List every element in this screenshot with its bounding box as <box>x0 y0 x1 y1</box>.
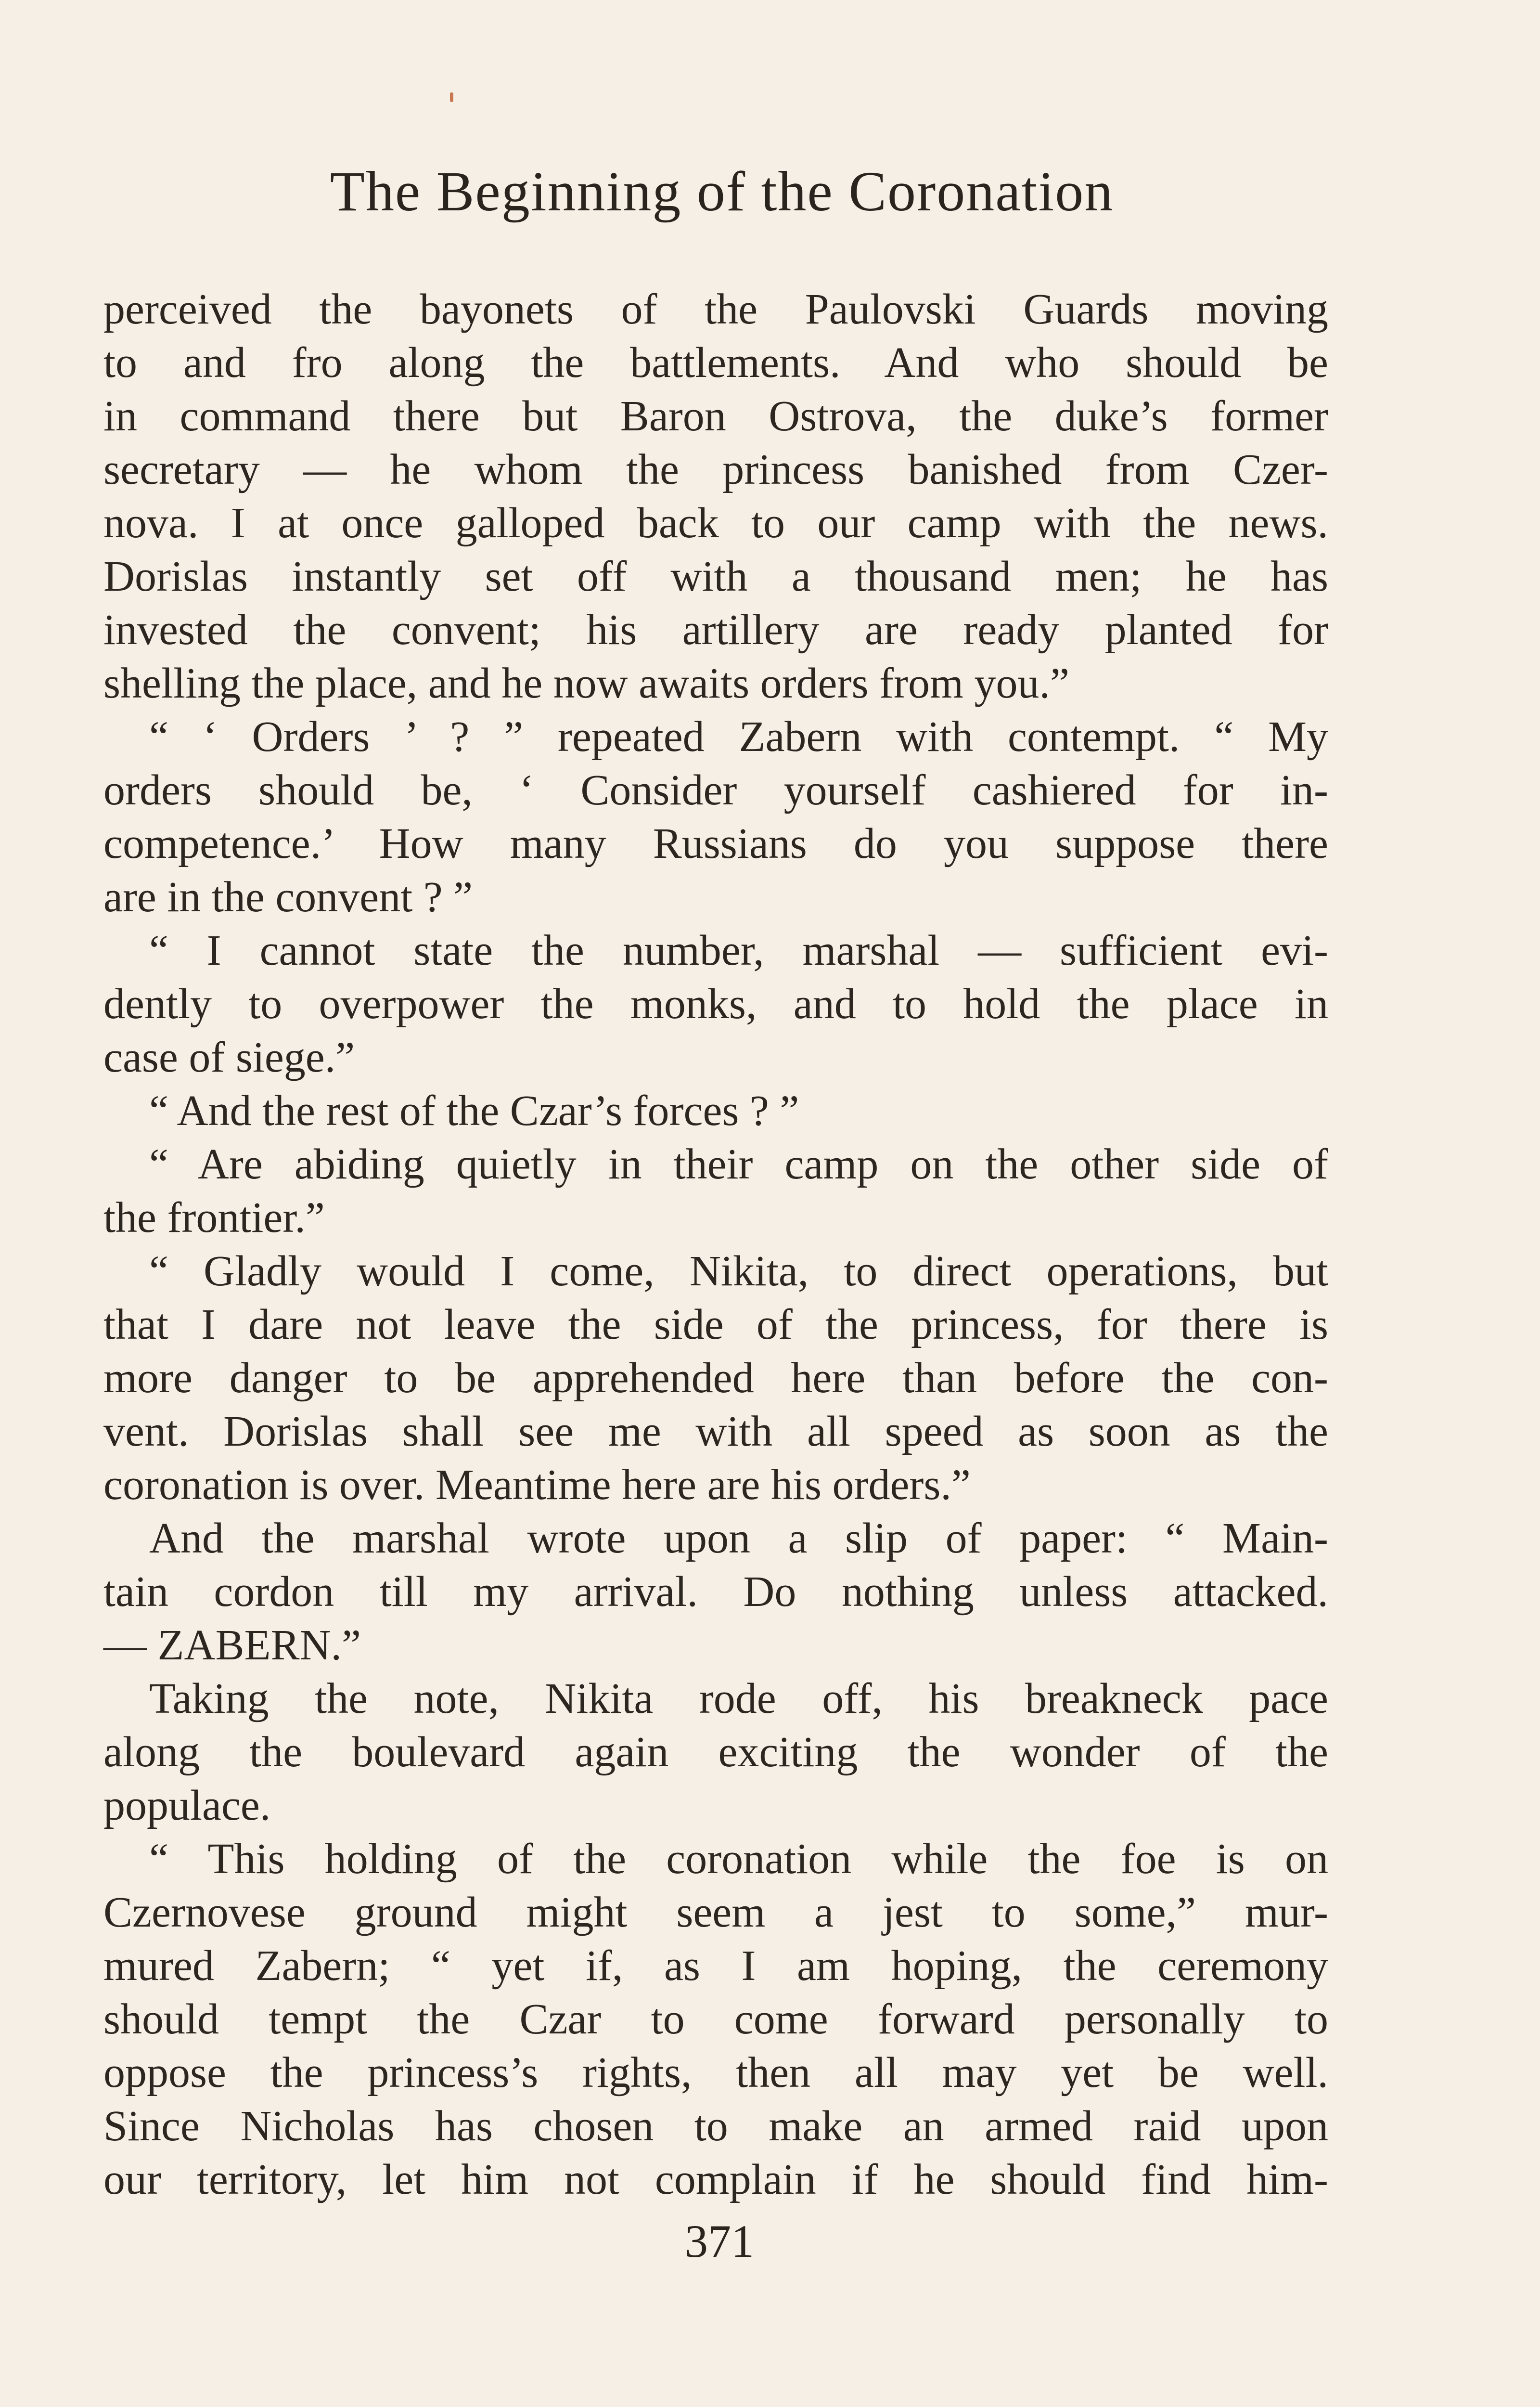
text-line: more danger to be apprehended here than before the con- <box>103 1354 1328 1402</box>
text-line: “ And the rest of the Czar’s forces ? ” <box>149 1087 799 1135</box>
text-line: perceived the bayonets of the Paulovski Guards moving <box>103 285 1328 333</box>
running-head: The Beginning of the Coronation <box>330 160 1114 223</box>
text-line: our territory, let him not complain if he should find him- <box>103 2156 1328 2203</box>
text-line: nova. I at once galloped back to our camp with the news. <box>103 499 1328 547</box>
text-line: coronation is over. Meantime here are his orders.” <box>103 1461 971 1509</box>
text-line: “ Gladly would I come, Nikita, to direct operations, but <box>149 1247 1328 1295</box>
text-line: to and fro along the battlements. And who should be <box>103 339 1328 387</box>
ink-speck <box>450 92 453 102</box>
text-line: mured Zabern; “ yet if, as I am hoping, the ceremony <box>103 1942 1328 1990</box>
text-line: Since Nicholas has chosen to make an armed raid upon <box>103 2102 1328 2150</box>
text-line: dently to overpower the monks, and to hold the place in <box>103 980 1328 1028</box>
text-line: Dorislas instantly set off with a thousand men; he has <box>103 553 1328 600</box>
text-line: case of siege.” <box>103 1034 355 1081</box>
text-line: invested the convent; his artillery are ready planted for <box>103 606 1328 654</box>
text-line: “ I cannot state the number, marshal — sufficient evi- <box>149 927 1328 974</box>
text-line: shelling the place, and he now awaits orders from you.” <box>103 660 1069 707</box>
text-line: populace. <box>103 1782 271 1829</box>
text-line: are in the convent ? ” <box>103 873 473 921</box>
text-line: oppose the princess’s rights, then all may yet be well. <box>103 2049 1328 2096</box>
text-line: should tempt the Czar to come forward personally to <box>103 1995 1328 2043</box>
text-line: “ Are abiding quietly in their camp on the other side of <box>149 1140 1328 1188</box>
text-line: along the boulevard again exciting the wonder of the <box>103 1728 1328 1776</box>
text-line: orders should be, ‘ Consider yourself cashiered for in- <box>103 766 1328 814</box>
text-line: secretary — he whom the princess banished from Czer- <box>103 446 1328 493</box>
text-line: the frontier.” <box>103 1194 325 1242</box>
text-line: Taking the note, Nikita rode off, his breakneck pace <box>149 1675 1328 1722</box>
text-line: Czernovese ground might seem a jest to some,” mur- <box>103 1889 1328 1936</box>
text-line: And the marshal wrote upon a slip of paper: “ Main- <box>149 1514 1328 1562</box>
text-line: vent. Dorislas shall see me with all speed as soon as the <box>103 1408 1328 1455</box>
text-line: in command there but Baron Ostrova, the duke’s former <box>103 392 1328 440</box>
text-line: “ ‘ Orders ’ ? ” repeated Zabern with contempt. “ My <box>149 713 1328 761</box>
text-line: “ This holding of the coronation while the foe is on <box>149 1835 1328 1883</box>
text-line: tain cordon till my arrival. Do nothing unless attacked. <box>103 1568 1328 1616</box>
body-text <box>103 283 1328 2206</box>
text-line: competence.’ How many Russians do you suppose there <box>103 820 1328 867</box>
text-line: — ZABERN.” <box>103 1621 361 1669</box>
page-number: 371 <box>685 2215 754 2267</box>
text-line: that I dare not leave the side of the princess, for there is <box>103 1301 1328 1348</box>
